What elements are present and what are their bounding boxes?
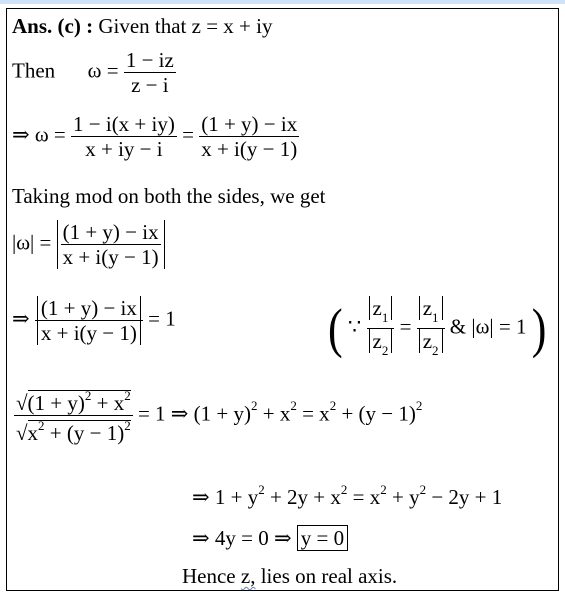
ampersand: & — [449, 314, 467, 339]
z-symbol: z — [422, 329, 433, 354]
right-paren: ) — [531, 297, 547, 359]
term: ⇒ 1 + y — [192, 485, 259, 509]
rest-term: + x — [262, 401, 291, 426]
sqrt-fraction — [14, 386, 133, 445]
sqrt-numerator-radicand — [28, 390, 131, 415]
term: = x — [352, 485, 381, 509]
subscript: 1 — [432, 310, 439, 326]
given-statement: Given that z = x + iy — [98, 14, 273, 38]
reason-note — [328, 296, 546, 361]
because-symbol: ∵ — [347, 314, 362, 339]
rest-term: + (y − 1) — [341, 401, 416, 426]
superscript: 2 — [251, 398, 258, 414]
mod-omega-lhs: |ω| = — [12, 230, 52, 255]
fraction-numerator: $√(1 + y)^2 + x^2$ — [16, 388, 131, 415]
fraction-numerator: 1 − i(x + iy) — [73, 112, 175, 136]
equals-sign: = — [182, 122, 194, 147]
result-line — [192, 526, 348, 550]
reason-fraction-left — [367, 296, 395, 361]
mod-bars — [57, 220, 165, 269]
mod-line — [12, 220, 165, 269]
reason-z2-mod-right — [419, 329, 443, 359]
equation-1-line — [12, 296, 176, 345]
then-line — [12, 48, 176, 97]
result-text: ⇒ 4y = 0 ⇒ — [192, 526, 292, 550]
omega-lhs: ω = — [87, 58, 119, 83]
superscript: 2 — [415, 398, 423, 414]
term: + (y − 1) — [49, 421, 125, 445]
conclusion-post: lies on real axis. — [260, 564, 398, 588]
reason-equals: = — [399, 314, 412, 339]
superscript: 2 — [340, 482, 348, 497]
top-window-strip — [0, 0, 565, 4]
numerator-modulus: (1 + y) − ix — [37, 296, 141, 320]
fraction-denominator: z − i — [131, 73, 169, 97]
answer-label: Ans. (c) : — [12, 14, 94, 38]
rest-term: = 1 ⇒ (1 + y) — [137, 401, 251, 426]
omega-fraction — [124, 48, 176, 97]
fraction-numerator — [417, 296, 445, 329]
fraction-denominator: $√x^2 + (y - 1)^2$ — [16, 418, 131, 445]
superscript: 2 — [124, 388, 131, 403]
sqrt-line — [14, 386, 422, 445]
denominator-modulus: x + i(y − 1) — [37, 321, 141, 345]
superscript: 2 — [124, 418, 131, 433]
omega-mod-one: |ω| = 1 — [471, 314, 527, 339]
heading-line — [12, 14, 272, 38]
superscript: 2 — [329, 398, 337, 414]
subscript: 2 — [432, 343, 439, 359]
z-symbol: z — [372, 296, 382, 320]
substitution-fraction-1 — [71, 112, 177, 161]
substitution-fraction-2 — [199, 112, 299, 161]
expand-line — [192, 480, 502, 509]
term: (1 + y) — [27, 391, 85, 415]
fraction-numerator: 1 − iz — [125, 48, 174, 72]
mod-fraction — [61, 220, 161, 269]
subscript: 2 — [381, 343, 389, 359]
sqrt-denominator-radicand — [28, 420, 131, 445]
modulus-ratio-fraction — [35, 296, 143, 345]
superscript: 2 — [38, 418, 45, 433]
conclusion-pre: Hence — [182, 564, 236, 588]
rest-term: = x — [302, 401, 330, 426]
term: + 2y + x — [269, 485, 341, 509]
term: + x — [96, 391, 125, 415]
reason-fraction-right — [417, 296, 445, 361]
superscript: 2 — [258, 482, 265, 497]
reason-z2-mod — [369, 329, 393, 359]
reason-z1-mod-right — [419, 296, 443, 326]
subscript: 1 — [381, 310, 389, 326]
mod-text-line: Taking mod on both the sides, we get — [12, 184, 326, 208]
equals-one: = 1 — [148, 306, 176, 331]
then-word: Then — [12, 58, 56, 83]
reason-z1-mod — [369, 296, 393, 326]
fraction-numerator: (1 + y) − ix — [201, 112, 298, 136]
term: + y — [391, 485, 420, 509]
implies-omega: ⇒ ω = — [12, 122, 66, 147]
fraction-denominator: x + iy − i — [85, 137, 163, 161]
fraction-denominator — [35, 321, 143, 345]
fraction-numerator: (1 + y) − ix — [62, 220, 159, 244]
superscript: 2 — [380, 482, 387, 497]
substitution-line — [12, 112, 299, 161]
conclusion-line — [182, 564, 397, 588]
superscript: 2 — [84, 388, 92, 403]
fraction-denominator — [417, 329, 445, 361]
fraction-denominator — [367, 329, 395, 361]
fraction-denominator: x + i(y − 1) — [201, 137, 298, 161]
z-symbol: z — [422, 296, 433, 320]
superscript: 2 — [419, 482, 427, 497]
superscript: 2 — [290, 398, 297, 414]
z-symbol: z — [372, 329, 382, 354]
term: x — [27, 421, 39, 445]
term: − 2y + 1 — [431, 485, 503, 509]
fraction-numerator — [367, 296, 395, 329]
fraction-numerator — [35, 296, 143, 321]
implies-arrow: ⇒ — [12, 306, 30, 331]
conclusion-z: z, — [240, 564, 256, 588]
fraction-denominator: x + i(y − 1) — [62, 245, 159, 269]
left-paren: ( — [328, 297, 343, 359]
boxed-answer: y = 0 — [297, 525, 348, 551]
